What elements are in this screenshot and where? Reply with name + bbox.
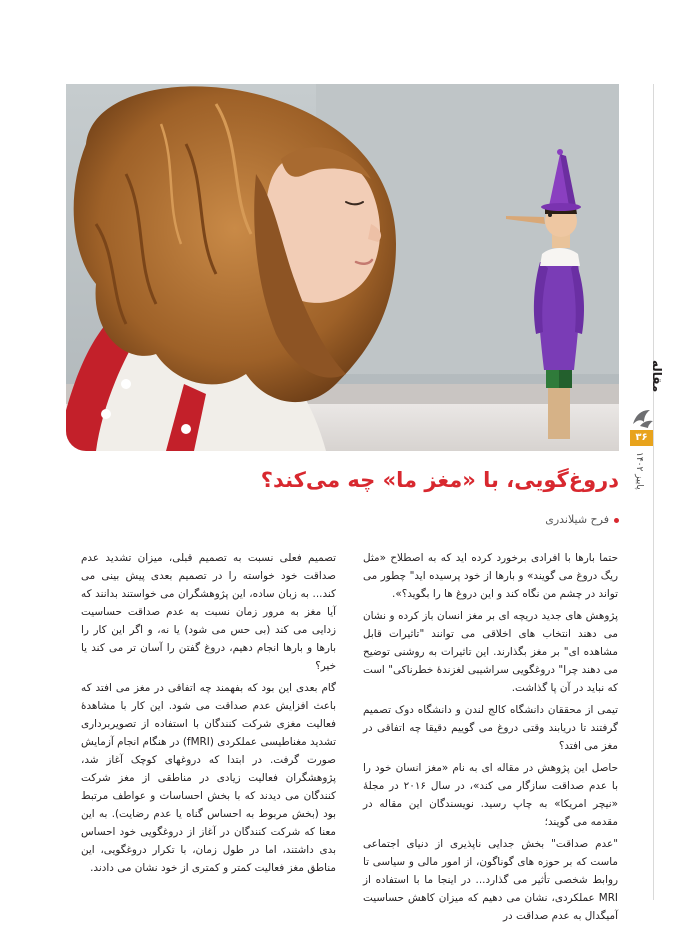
paragraph: پژوهش های جدید دریچه ای بر مغز انسان باز کرده و نشان می دهند انتخاب های اخلاقی می توانند "تاثیرات قابل مشاهده ای" بر مغز بگذارند. این تاثیرات به روشنی توضیح می دهند چرا" دروغگویی سراشیبی لغزندهٔ خطرناکی" است که نباید در آن پا گذاشت. (363, 610, 618, 694)
author-line (419, 513, 619, 526)
paragraph: گام بعدی این بود که بفهمند چه اتفاقی در مغز می افتد که باعث افزایش عدم صداقت می شود. این کار با مشاهدهٔ فعالیت مغزی شرکت کنندگان با استفاده از تصویربرداری تشدید مغناطیسی عملکردی (fMRI) در هنگام انجام آزمایش صورت گرفت. در ابتدا که دروغهای کوچک آغاز شد، پژوهشگران فعالیت زیادی در مناطقی از مغز شرکت کنندگان می دیدند که با بخش احساسات و عواطف مرتبط بود (بخش مربوط به احساس گناه یا عدم رضایت). به این معنا که شرکت کنندگان در آغاز از دروغگویی خود احساس بدی داشتند، اما در طول زمان، با تکرار دروغگویی، این مناطق مغز فعالیت کمتر و کمتری از خود نشان می دادند. (81, 682, 336, 874)
paragraph: تصمیم فعلی نسبت به تصمیم قبلی، میزان تشدید عدم صداقت خود خواسته را در تصمیم بعدی پیش بینی می کند... به زبان ساده، این پژوهشگران می خواستند بدانند که آیا مغز به مرور زمان نسبت به عدم صداقت حساسیت زدایی می کند (بی حس می شود) یا نه، و اگر این کار را بارها و بارها انجام دهیم، دروغ گفتن را آسان تر می کند یا خیر؟ (81, 552, 336, 672)
author-bullet-icon (614, 518, 619, 523)
article-column-left (81, 549, 336, 881)
paragraph: حاصل این پژوهش در مقاله ای به نام «مغز انسان خود را با عدم صداقت سازگار می کند»، در سال ۲۰۱۶ در مجلهٔ «نیچر امریکا» به چاپ رسید. نویسندگان این مقاله در مقدمه می گویند؛ (363, 762, 618, 828)
page-sidebar (630, 360, 670, 560)
paragraph: "عدم صداقت" بخش جدایی ناپذیری از دنیای اجتماعی ماست که بر حوزه های گوناگون، از امور مالی و سیاسی تا روابط شخصی تأثیر می گذارد... در اینجا ما با استفاده از MRI عملکردی، نشان می دهیم که میزان کاهش حساسیت آمیگدال به عدم صداقت در (363, 838, 618, 922)
paragraph: حتما بارها با افرادی برخورد کرده اید که به اصطلاح «مثل ریگ دروغ می گویند» و بارها از خود پرسیده اید" چطور می تواند در چشم من نگاه کند و این دروغ ها را بگوید؟». (363, 552, 618, 600)
article-column-right (363, 549, 618, 929)
section-label: مقاله (650, 360, 664, 393)
article-photo (66, 84, 619, 451)
author-name: فرح شیلاندری (545, 513, 609, 526)
issue-date: پاییز ۱۴۰۲ (634, 452, 644, 490)
page-number: ۳۶ (630, 430, 653, 446)
magazine-logo-icon (630, 404, 656, 430)
paragraph: تیمی از محققان دانشگاه کالج لندن و دانشگاه دوک تصمیم گرفتند تا دریابند وقتی دروغ می گوییم دقیقا چه اتفاقی در مغز می افتد؟ (363, 704, 618, 752)
article-title: دروغ‌گویی، با «مغز ما» چه می‌کند؟ (260, 468, 619, 492)
girl-and-pinocchio-illustration (66, 84, 619, 451)
